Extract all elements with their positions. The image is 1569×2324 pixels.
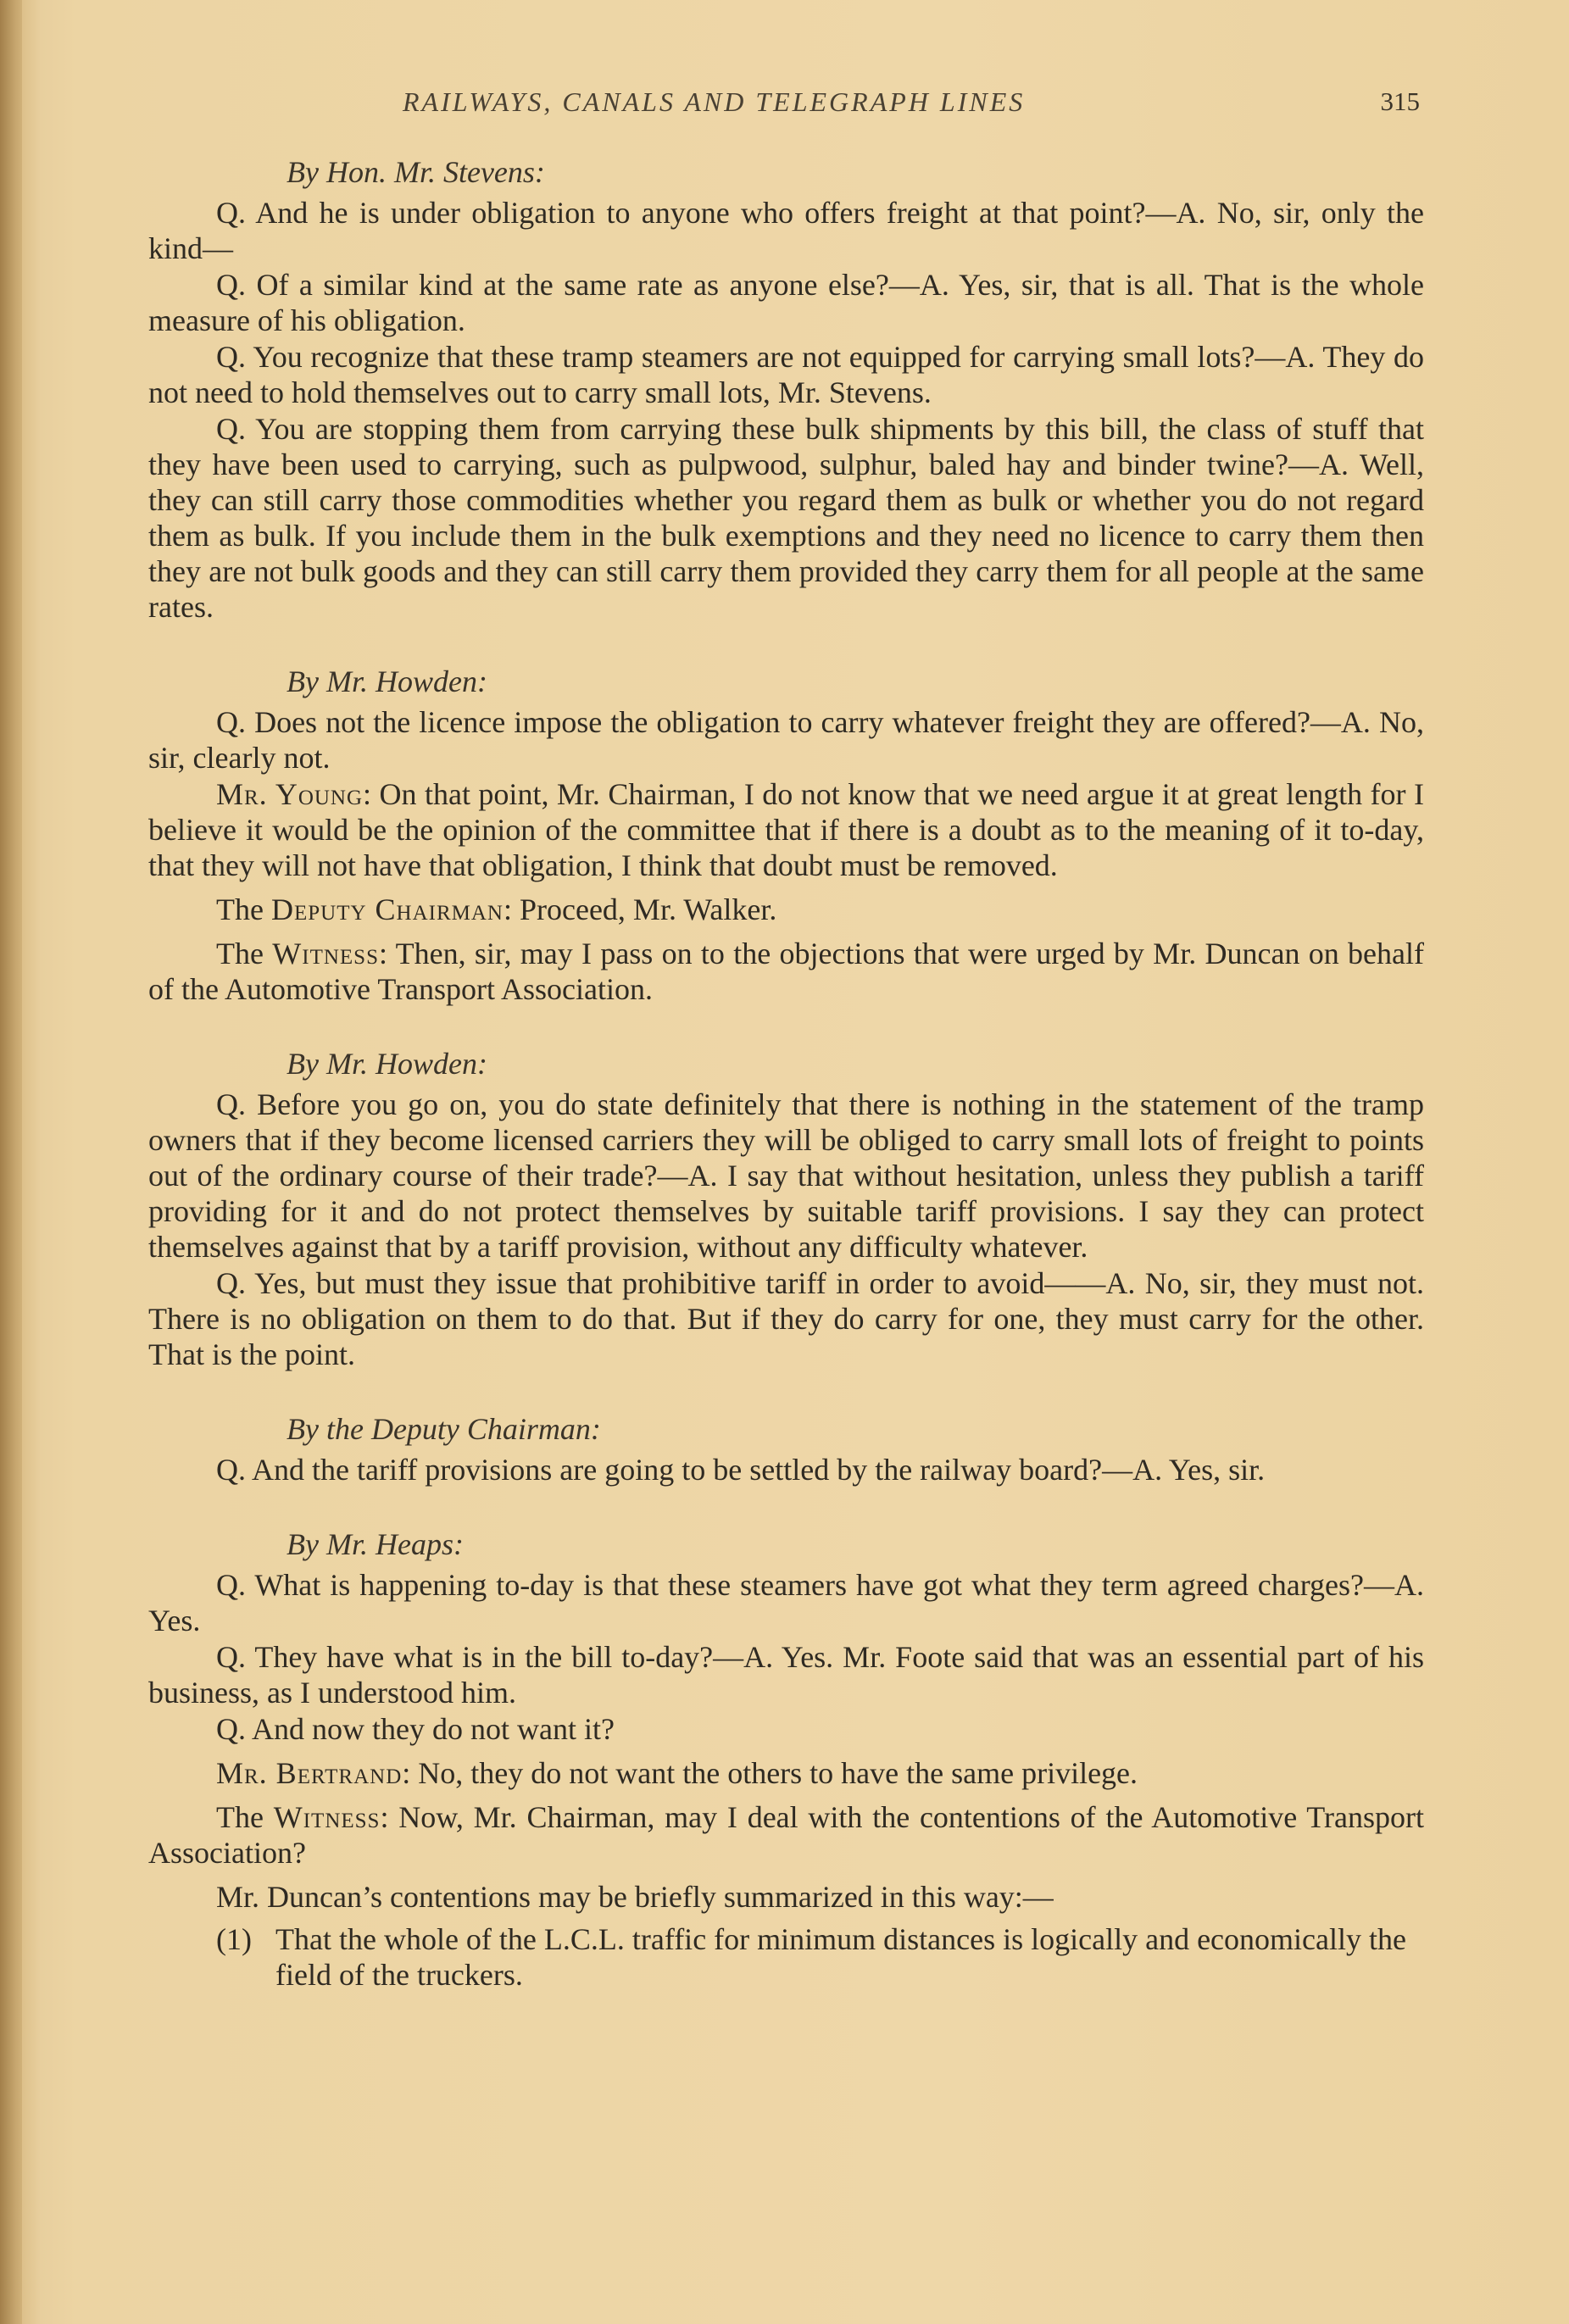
speaker-name: Deputy Chairman <box>270 892 504 926</box>
testimony-paragraph: Q. Yes, but must they issue that prohibitive tariff in order to avoid——A. No, sir, they must not. There is no obligation on them to do that. But if they do carry for one, they must carry for the other. That is the point. <box>148 1266 1424 1371</box>
book-spine-shadow <box>0 0 22 2324</box>
page-body <box>148 154 1424 1993</box>
testimony-paragraph: Q. What is happening to-day is that these steamers have got what they term agreed charges?—A. Yes. <box>148 1568 1424 1637</box>
remark-paragraph <box>148 936 1424 1007</box>
testimony-paragraph: Q. And now they do not want it? <box>216 1712 615 1746</box>
remark-text: : On that point, Mr. Chairman, I do not know that we need argue it at great length for I believe it would be the opinion of the committee that if there is a doubt as to the meaning of it to-day, that they will not have that obligation, I think that doubt must be removed. <box>148 777 1424 882</box>
testimony-paragraph: Q. You recognize that these tramp steamers are not equipped for carrying small lots?—A. They do not need to hold themselves out to carry small lots, Mr. Stevens. <box>148 340 1424 409</box>
remark-paragraph <box>148 1799 1424 1871</box>
speaker-name: Witness <box>273 1800 381 1834</box>
remark-text: : Proceed, Mr. Walker. <box>503 892 777 926</box>
remark-paragraph <box>148 776 1424 883</box>
remark-text: : Then, sir, may I pass on to the objections that were urged by Mr. Duncan on behalf of the Automotive Transport Association. <box>148 937 1424 1006</box>
running-head <box>148 85 1420 127</box>
running-title: RAILWAYS, CANALS AND TELEGRAPH LINES <box>403 86 1026 117</box>
testimony-paragraph: Q. Of a similar kind at the same rate as anyone else?—A. Yes, sir, that is all. That is the whole measure of his obligation. <box>148 268 1424 337</box>
speaker-name: Mr. Young <box>216 777 364 811</box>
remark-prefix: The <box>216 892 271 926</box>
speaker-heading: By Mr. Heaps: <box>287 1527 464 1561</box>
remark-paragraph <box>148 892 1424 927</box>
speaker-heading: By the Deputy Chairman: <box>287 1412 601 1446</box>
speaker-heading: By Mr. Howden: <box>287 1047 487 1081</box>
testimony-paragraph: Q. They have what is in the bill to-day?—A. Yes. Mr. Foote said that was an essential part of his business, as I understood him. <box>148 1640 1424 1710</box>
remark-text: : Now, Mr. Chairman, may I deal with the contentions of the Automotive Transport Association? <box>148 1800 1425 1870</box>
speaker-name: Mr. Bertrand <box>216 1756 403 1790</box>
speaker-heading: By Mr. Howden: <box>287 664 487 698</box>
testimony-paragraph: Q. Does not the licence impose the obligation to carry whatever freight they are offered?—A. No, sir, clearly not. <box>148 705 1424 775</box>
page-number: 315 <box>1380 86 1420 116</box>
testimony-paragraph: Q. And the tariff provisions are going to be settled by the railway board?—A. Yes, sir. <box>216 1453 1266 1487</box>
testimony-paragraph: Mr. Duncan’s contentions may be briefly summarized in this way:— <box>216 1880 1054 1914</box>
remark-paragraph <box>148 1755 1424 1791</box>
speaker-heading: By Hon. Mr. Stevens: <box>287 155 545 189</box>
remark-prefix: The <box>216 1800 274 1834</box>
list-item <box>216 1921 1424 1993</box>
testimony-paragraph: Q. And he is under obligation to anyone who offers freight at that point?—A. No, sir, only the kind— <box>148 196 1424 265</box>
list-text: That the whole of the L.C.L. traffic for minimum distances is logically and economically the field of the truckers. <box>275 1922 1406 1992</box>
remark-text: : No, they do not want the others to have the same privilege. <box>402 1756 1138 1790</box>
testimony-paragraph: Q. You are stopping them from carrying these bulk shipments by this bill, the class of stuff that they have been used to carrying, such as pulpwood, sulphur, baled hay and binder twine?—A. Well, they can still carry those commodities whether you regard them as bulk or whether you do not regard them as bulk. If you include them in the bulk exemptions and they need no licence to carry them then they are not bulk goods and they can still carry them provided they carry them for all people at the same rates. <box>148 412 1424 624</box>
testimony-paragraph: Q. Before you go on, you do state definitely that there is nothing in the statement of the tramp owners that if they become licensed carriers they will be obliged to carry small lots of freight to points out of the ordinary course of their trade?—A. I say that without hesitation, unless they publish a tariff providing for it and do not protect themselves by suitable tariff provisions. I say they can protect themselves against that by a tariff provision, without any difficulty whatever. <box>148 1087 1424 1264</box>
speaker-name: Witness <box>272 937 379 970</box>
list-number: (1) <box>216 1922 252 1956</box>
remark-prefix: The <box>216 937 273 970</box>
